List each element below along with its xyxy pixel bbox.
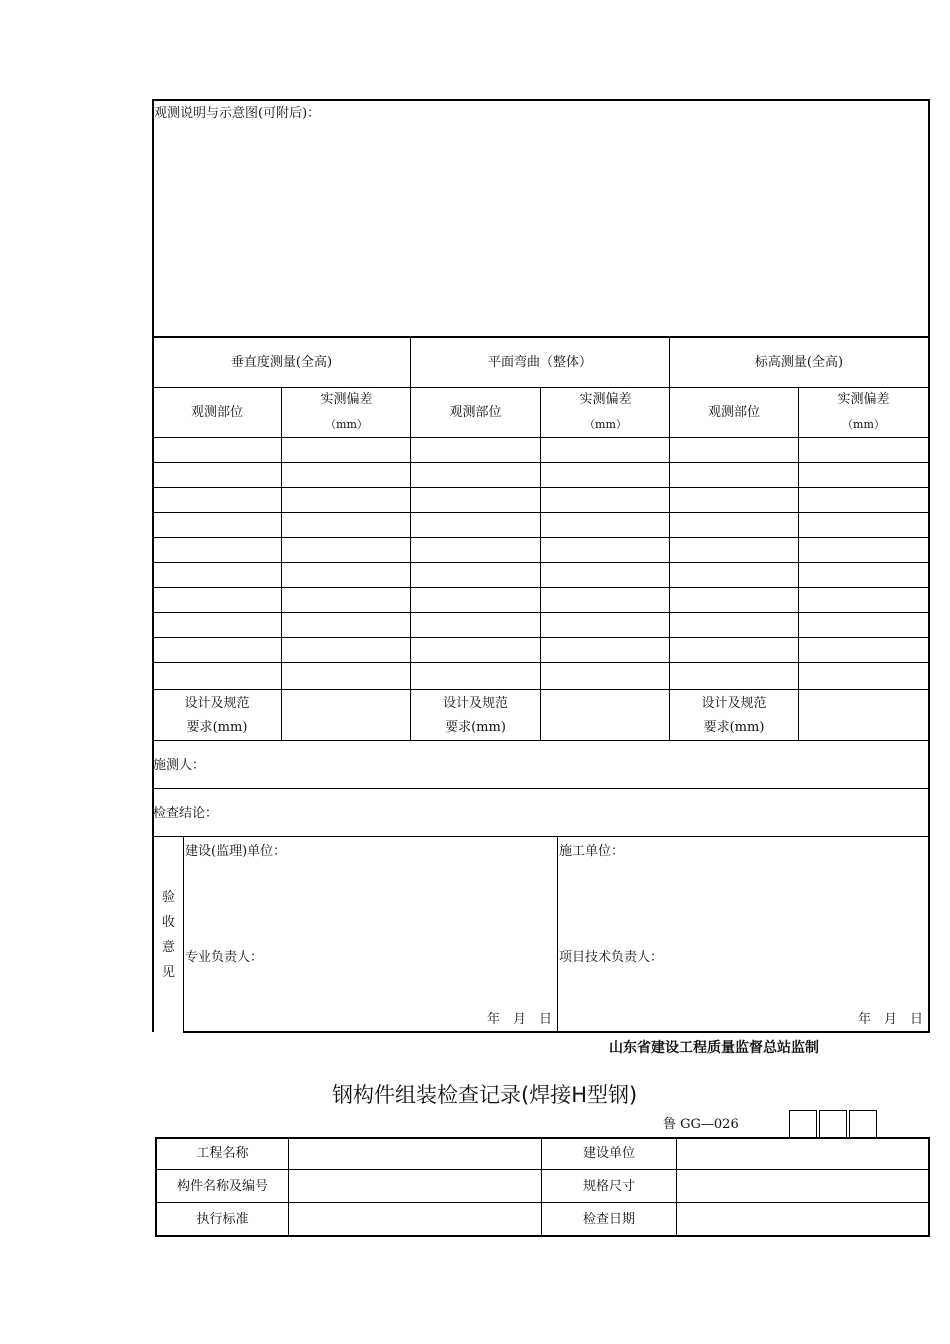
spec-bottom-line (152, 740, 930, 741)
date-label-right: 年 月 日 (858, 1012, 924, 1027)
col-location-1: 观测部位 (190, 405, 243, 420)
spec-label-3-line1: 设计及规范 (701, 696, 767, 711)
spec-label-2-line2: 要求(mm) (445, 720, 506, 735)
code-box-1[interactable] (789, 1110, 817, 1138)
table-right (928, 1137, 930, 1237)
acceptance-mid-divider (557, 836, 558, 1033)
col-deviation-3-line2: （mm） (842, 418, 885, 431)
row-line (152, 662, 930, 663)
table-bottom (155, 1235, 930, 1237)
surveyor-label: 施测人： (153, 758, 206, 773)
surveyor-bottom-line (152, 788, 930, 789)
standard-label: 执行标准 (196, 1211, 249, 1227)
construction-supervision-label: 建设(监理)单位： (185, 844, 287, 859)
row-line (152, 537, 930, 538)
row-line (152, 437, 930, 438)
component-name-field[interactable] (289, 1170, 541, 1202)
frame-left (152, 99, 154, 1032)
conclusion-bottom-line (152, 836, 930, 837)
date-label-left: 年 月 日 (487, 1012, 553, 1027)
row-line (152, 587, 930, 588)
row-line (152, 512, 930, 513)
acceptance-char-3: 意 (162, 940, 176, 955)
row-line (152, 462, 930, 463)
acceptance-char-4: 见 (162, 965, 176, 980)
professional-lead-label: 专业负责人： (185, 950, 264, 965)
acceptance-char-1: 验 (162, 890, 176, 905)
row-line (152, 612, 930, 613)
frame-top (152, 99, 930, 101)
issuer-label: 山东省建设工程质量监督总站监制 (609, 1040, 819, 1056)
row-line (152, 562, 930, 563)
component-name-label: 构件名称及编号 (176, 1178, 268, 1194)
col-deviation-2-line1: 实测偏差 (579, 392, 632, 407)
construction-unit-field-label: 建设单位 (582, 1146, 635, 1161)
group-header-plane-bending: 平面弯曲（整体） (487, 354, 592, 370)
construction-unit-field[interactable] (677, 1138, 928, 1169)
group-header-elevation: 标高测量(全高) (754, 354, 844, 370)
spec-label-3-line2: 要求(mm) (703, 720, 765, 735)
project-name-label: 工程名称 (196, 1146, 249, 1161)
subcol-divider-2 (540, 387, 541, 741)
col-deviation-1-line2: （mm） (325, 418, 368, 431)
acceptance-left-divider (183, 836, 184, 1033)
subcol-divider-1 (281, 387, 282, 741)
col-deviation-1-line1: 实测偏差 (320, 392, 373, 407)
code-box-2[interactable] (819, 1110, 847, 1138)
row-line (152, 637, 930, 638)
spec-label-1-line2: 要求(mm) (186, 720, 248, 735)
construction-unit-label: 施工单位： (559, 844, 625, 859)
spec-label-1-line1: 设计及规范 (184, 696, 250, 711)
col-location-3: 观测部位 (707, 405, 760, 420)
project-tech-lead-label: 项目技术负责人： (559, 950, 664, 965)
group-header-verticality: 垂直度测量(全高) (230, 354, 333, 370)
project-name-field[interactable] (289, 1138, 541, 1169)
inspection-date-label: 检查日期 (582, 1211, 635, 1227)
row-line (152, 689, 930, 690)
observation-note-label: 观测说明与示意图(可附后)： (154, 106, 321, 121)
form-code: 鲁 GG—026 (663, 1117, 739, 1132)
spec-size-label: 规格尺寸 (582, 1178, 635, 1194)
row-line (152, 487, 930, 488)
subcol-divider-3 (798, 387, 799, 741)
inspection-date-field[interactable] (677, 1203, 928, 1235)
spec-label-2-line1: 设计及规范 (442, 696, 508, 711)
standard-field[interactable] (289, 1203, 541, 1235)
acceptance-bottom-line (183, 1031, 930, 1033)
acceptance-char-2: 收 (162, 915, 176, 930)
code-box-3[interactable] (849, 1110, 877, 1138)
col-deviation-3-line1: 实测偏差 (837, 392, 890, 407)
conclusion-label: 检查结论： (153, 806, 219, 821)
form-title: 钢构件组装检查记录(焊接H型钢) (332, 1083, 638, 1107)
col-deviation-2-line2: （mm） (584, 418, 627, 431)
spec-size-field[interactable] (677, 1170, 928, 1202)
frame-right (928, 99, 930, 1033)
col-location-2: 观测部位 (449, 405, 502, 420)
